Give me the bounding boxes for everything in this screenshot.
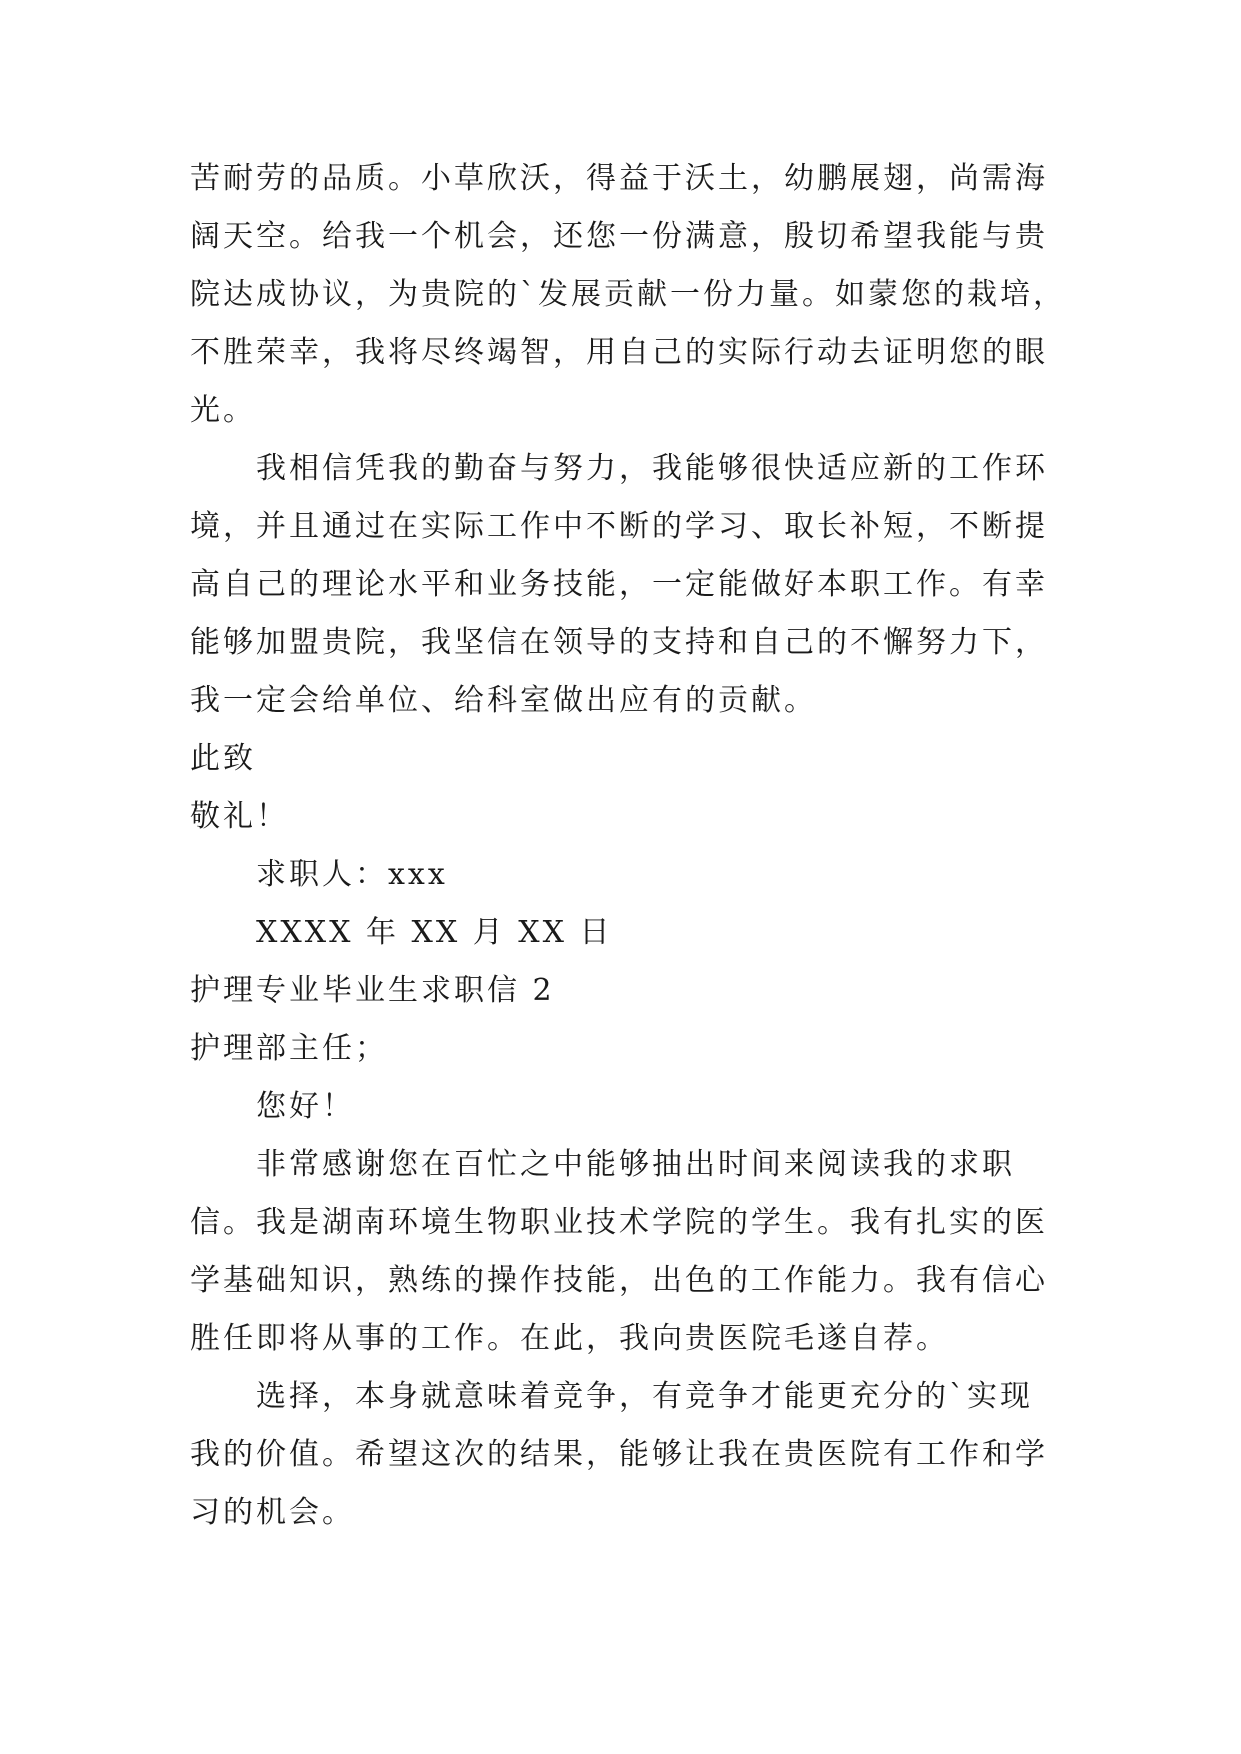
paragraph-line: 光。 xyxy=(190,393,256,428)
paragraph-line: 阔天空。给我一个机会，还您一份满意，殷切希望我能与贵 xyxy=(190,219,1048,254)
letter-greeting: 您好！ xyxy=(256,1089,355,1124)
paragraph-line: 我一定会给单位、给科室做出应有的贡献。 xyxy=(190,683,817,718)
paragraph-line: 不胜荣幸，我将尽终竭智，用自己的实际行动去证明您的眼 xyxy=(190,335,1048,370)
paragraph-line: 习的机会。 xyxy=(190,1495,355,1530)
paragraph-line: 院达成协议，为贵院的`发展贡献一份力量。如蒙您的栽培， xyxy=(190,277,1066,312)
closing-regards: 敬礼！ xyxy=(190,799,289,834)
paragraph-line: 选择，本身就意味着竞争，有竞争才能更充分的`实现 xyxy=(256,1379,1033,1414)
signature-date: XXXX 年 XX 月 XX 日 xyxy=(256,915,613,950)
paragraph-line: 非常感谢您在百忙之中能够抽出时间来阅读我的求职 xyxy=(256,1147,1015,1182)
document-body xyxy=(190,150,1066,1542)
paragraph-line: 苦耐劳的品质。小草欣沃，得益于沃土，幼鹏展翅，尚需海 xyxy=(190,161,1048,196)
paragraph-line: 信。我是湖南环境生物职业技术学院的学生。我有扎实的医 xyxy=(190,1205,1048,1240)
paragraph-line: 学基础知识，熟练的操作技能，出色的工作能力。我有信心 xyxy=(190,1263,1048,1298)
paragraph-line: 胜任即将从事的工作。在此，我向贵医院毛遂自荐。 xyxy=(190,1321,949,1356)
paragraph-line: 高自己的理论水平和业务技能，一定能做好本职工作。有幸 xyxy=(190,567,1048,602)
letter-title: 护理专业毕业生求职信 2 xyxy=(190,973,555,1008)
letter-recipient: 护理部主任； xyxy=(190,1031,388,1066)
paragraph-line: 境，并且通过在实际工作中不断的学习、取长补短，不断提 xyxy=(190,509,1048,544)
paragraph-line: 我相信凭我的勤奋与努力，我能够很快适应新的工作环 xyxy=(256,451,1048,486)
paragraph-line: 能够加盟贵院，我坚信在领导的支持和自己的不懈努力下， xyxy=(190,625,1048,660)
signature-applicant: 求职人：xxx xyxy=(256,857,448,892)
closing-salutation: 此致 xyxy=(190,741,256,776)
paragraph-line: 我的价值。希望这次的结果，能够让我在贵医院有工作和学 xyxy=(190,1437,1048,1472)
